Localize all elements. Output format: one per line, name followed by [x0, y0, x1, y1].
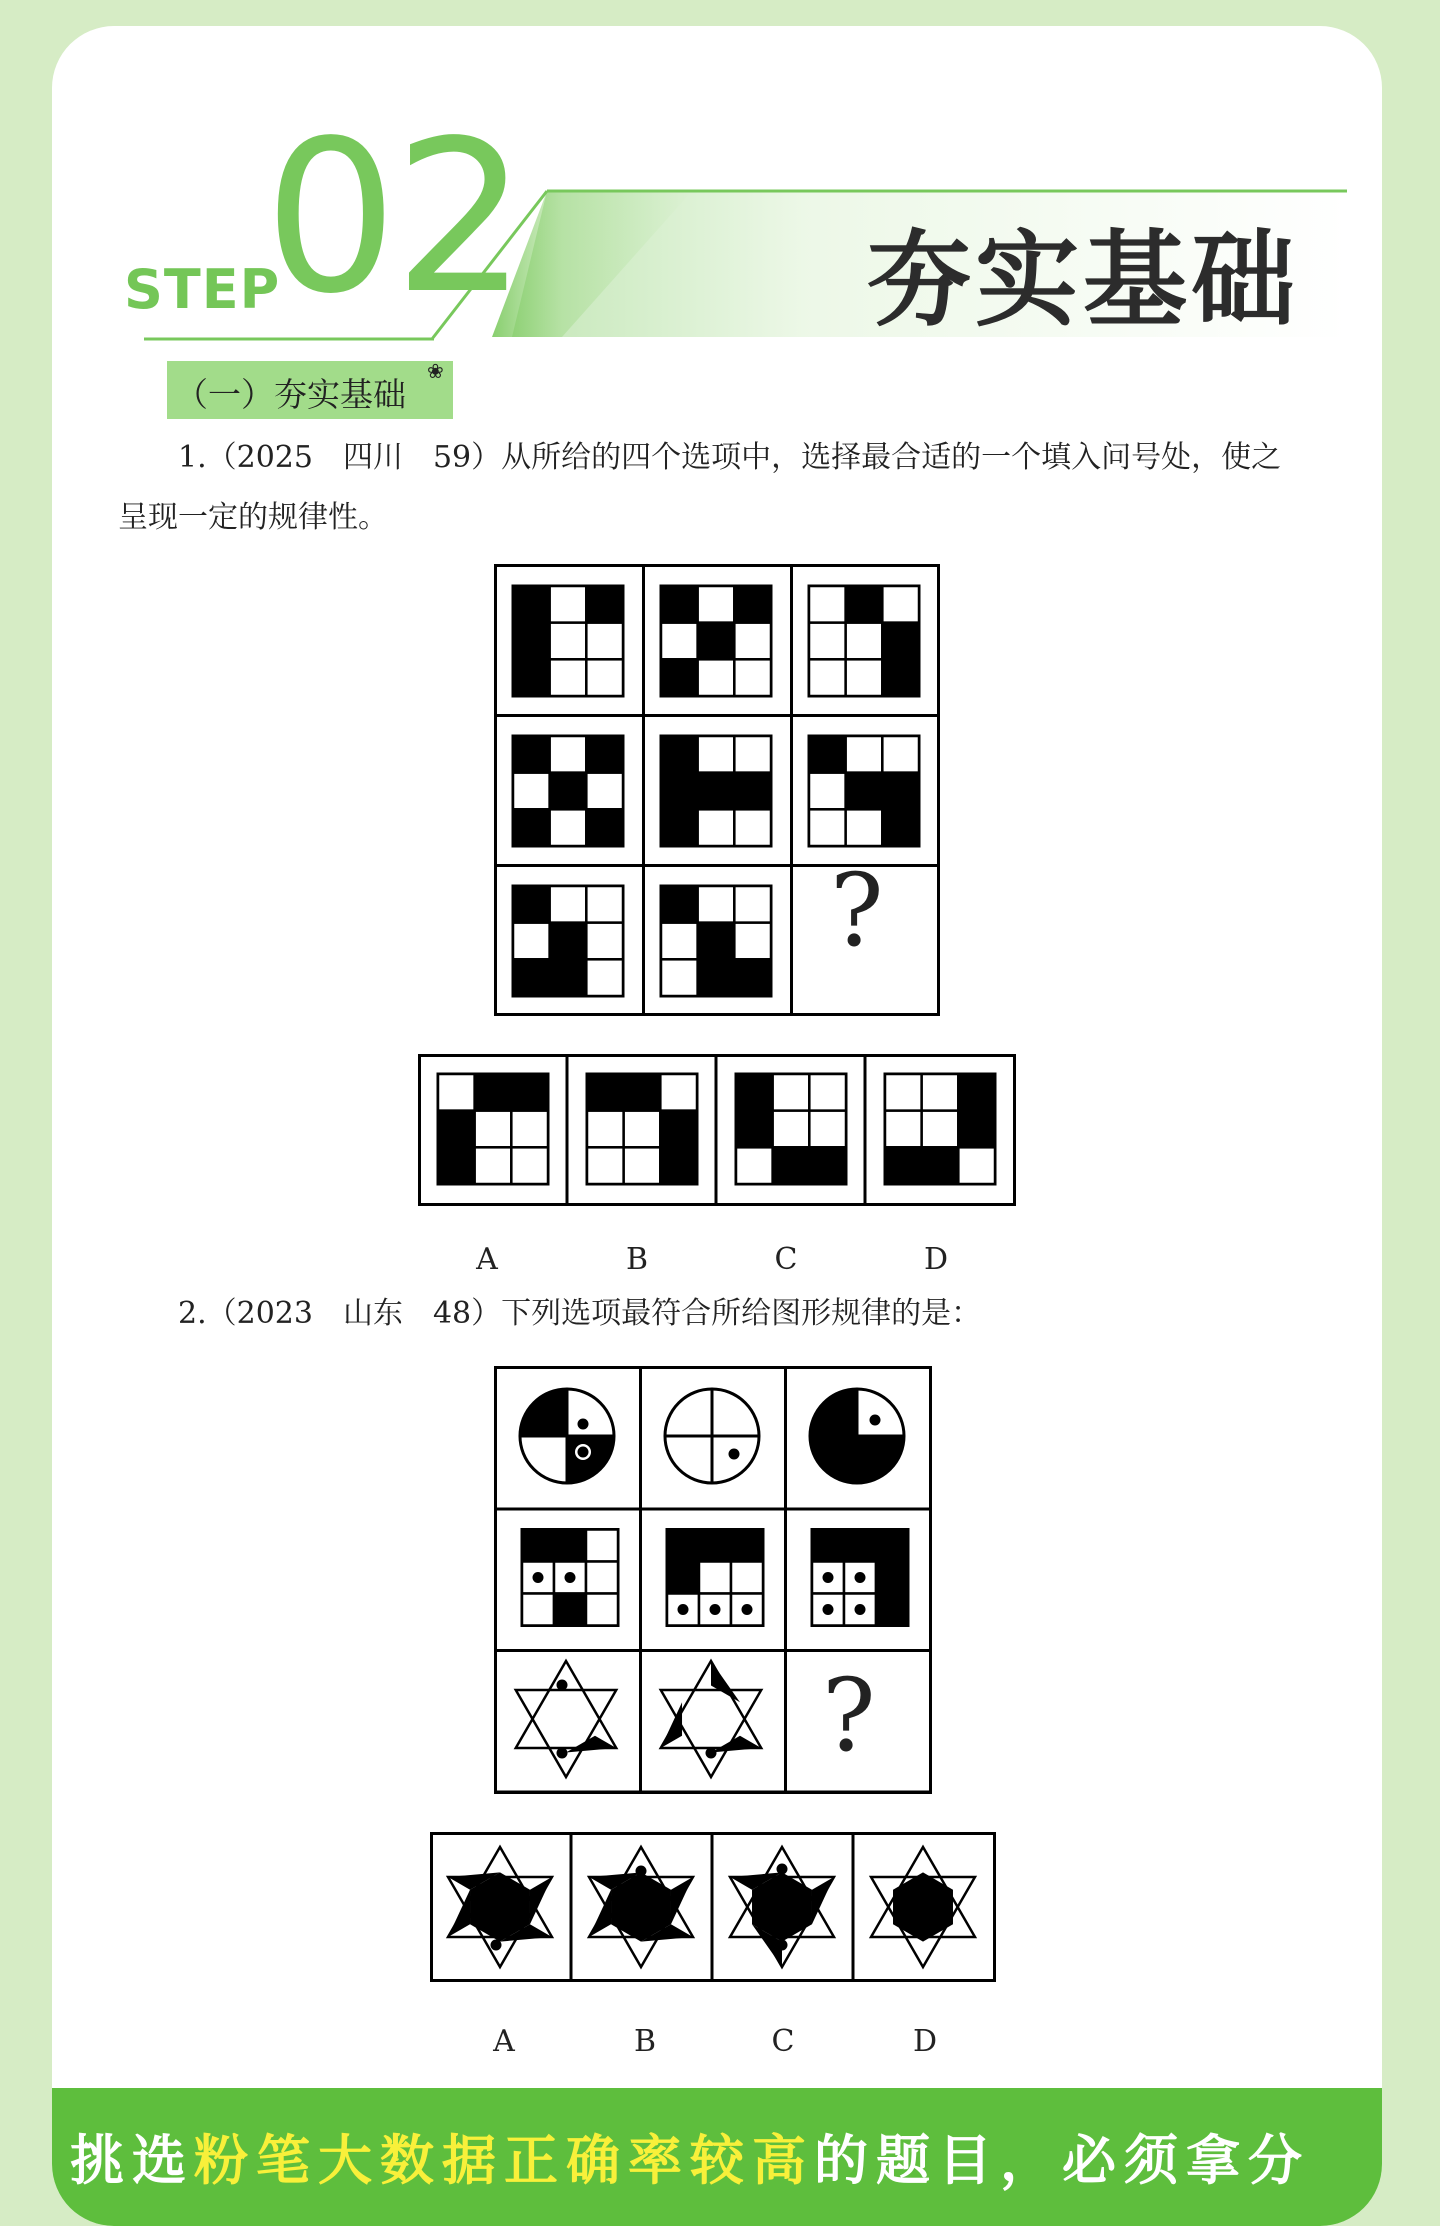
q1-option-d-cell: [958, 1074, 995, 1111]
question-1-options: [418, 1054, 1016, 1206]
q1-option-d-cell: [885, 1074, 922, 1111]
q1-figure-8-cell: [698, 886, 735, 923]
q2-square-3-cell: [876, 1594, 908, 1626]
q1-option-b-cell: [587, 1147, 624, 1184]
q1-figure-6-cell: [846, 809, 883, 846]
q1-figure-5-cell: [661, 736, 698, 773]
step-label: STEP: [124, 258, 281, 321]
q1-figure-2-cell: [698, 659, 735, 696]
q1-figure-1-cell: [586, 586, 623, 623]
q2-star-1-dot: [557, 1748, 568, 1759]
q1-option-c-cell: [809, 1111, 846, 1148]
q1-figure-1-cell: [513, 659, 550, 696]
q1-figure-7-cell: [513, 886, 550, 923]
q1-figure-4-cell: [586, 809, 623, 846]
content-card: [52, 26, 1382, 2226]
q1-option-d-cell: [922, 1111, 959, 1148]
q1-figure-6-cell: [809, 773, 846, 810]
q1-figure-6-cell: [882, 736, 919, 773]
q1-figure-4-cell: [513, 736, 550, 773]
q2-dot: [823, 1604, 834, 1615]
question-2-line-1: 2.（2023 山东 48）下列选项最符合所给图形规律的是：: [178, 1296, 982, 1331]
q1-option-b-cell: [660, 1147, 697, 1184]
q1-figure-2-cell: [734, 623, 771, 660]
q2-square-2-cell: [699, 1562, 731, 1594]
q1-figure-7-cell: [513, 923, 550, 960]
q1-option-b-cell: [660, 1074, 697, 1111]
q2-dot: [578, 1419, 589, 1430]
q1-figure-4-cell: [586, 736, 623, 773]
q1-figure-3-cell: [882, 659, 919, 696]
q2-square-3-cell: [812, 1530, 844, 1562]
q1-figure-2-cell: [661, 623, 698, 660]
q2-square-2-cell: [667, 1562, 699, 1594]
q1-figure-4-cell: [586, 773, 623, 810]
q1-figure-4-cell: [550, 809, 587, 846]
question-2-question-mark: ?: [822, 1657, 876, 1774]
section-label: [167, 361, 453, 419]
q1-option-d-cell: [885, 1147, 922, 1184]
q1-figure-2-cell: [698, 586, 735, 623]
q2-option-b-label: B: [633, 2024, 657, 2059]
q1-option-b-cell: [587, 1111, 624, 1148]
q1-option-a-cell: [511, 1147, 548, 1184]
q1-figure-1-cell: [513, 586, 550, 623]
q2-square-1-cell: [554, 1530, 586, 1562]
q1-option-d-cell: [885, 1111, 922, 1148]
q2-option-c-label: C: [771, 2024, 795, 2059]
q1-option-a-cell: [438, 1147, 475, 1184]
q1-option-d-cell: [958, 1111, 995, 1148]
q1-figure-7-cell: [513, 959, 550, 996]
q1-figure-8-cell: [661, 959, 698, 996]
q1-figure-7-cell: [586, 923, 623, 960]
q1-option-a-cell: [511, 1074, 548, 1111]
q1-figure-2-cell: [661, 586, 698, 623]
q2-option-c-star-dot: [777, 1864, 788, 1875]
q1-option-c-cell: [773, 1074, 810, 1111]
q1-option-c-label: C: [774, 1242, 798, 1277]
q1-option-a-label: A: [476, 1242, 498, 1277]
q1-option-d-cell: [958, 1147, 995, 1184]
q1-figure-7-cell: [550, 923, 587, 960]
q1-figure-5-cell: [734, 809, 771, 846]
q1-figure-1-cell: [550, 659, 587, 696]
q1-option-b-cell: [624, 1147, 661, 1184]
q1-figure-7-cell: [586, 886, 623, 923]
q1-option-a-cell: [438, 1111, 475, 1148]
q1-option-b-cell: [587, 1074, 624, 1111]
question-2-options: [430, 1832, 996, 1982]
q2-square-3-cell: [844, 1530, 876, 1562]
q1-figure-1-cell: [586, 659, 623, 696]
q1-figure-7-cell: [550, 886, 587, 923]
q1-option-b-cell: [660, 1111, 697, 1148]
q1-figure-5-cell: [698, 736, 735, 773]
q2-dot: [855, 1572, 866, 1583]
q1-figure-6-cell: [882, 773, 919, 810]
q2-option-c-star-dot: [777, 1940, 788, 1951]
q1-figure-3-cell: [882, 623, 919, 660]
q1-option-a-cell: [438, 1074, 475, 1111]
q2-dot: [823, 1572, 834, 1583]
q1-option-c-cell: [736, 1147, 773, 1184]
q2-square-2-cell: [667, 1530, 699, 1562]
q1-figure-6-cell: [846, 773, 883, 810]
q2-square-2-cell: [699, 1530, 731, 1562]
q2-dot: [578, 1447, 589, 1458]
q2-square-1-cell: [586, 1594, 618, 1626]
q1-figure-8-cell: [734, 923, 771, 960]
q2-square-1-cell: [586, 1530, 618, 1562]
q1-figure-3-cell: [846, 623, 883, 660]
q1-option-d-cell: [922, 1147, 959, 1184]
q2-square-1-cell: [554, 1594, 586, 1626]
q2-dot: [870, 1415, 881, 1426]
q2-option-d-label: D: [912, 2024, 938, 2059]
q1-option-c-cell: [809, 1074, 846, 1111]
q2-star-1-dot: [557, 1680, 568, 1691]
q1-figure-1-cell: [586, 623, 623, 660]
q1-figure-8-cell: [698, 959, 735, 996]
q1-figure-5-cell: [661, 809, 698, 846]
q1-figure-4-cell: [513, 773, 550, 810]
q2-dot: [533, 1572, 544, 1583]
q1-option-c-cell: [773, 1147, 810, 1184]
q1-figure-8-cell: [734, 959, 771, 996]
q1-figure-2-cell: [734, 586, 771, 623]
q1-figure-2-cell: [698, 623, 735, 660]
q1-figure-4-cell: [550, 773, 587, 810]
q2-star-2-dot: [706, 1748, 717, 1759]
banner-title: 夯实基础: [867, 219, 1300, 341]
footer-highlight: 粉笔大数据正确率较高: [194, 2129, 814, 2192]
q1-figure-3-cell: [809, 659, 846, 696]
q2-dot: [729, 1449, 740, 1460]
q2-dot: [710, 1604, 721, 1615]
q2-dot: [742, 1604, 753, 1615]
q1-option-b-cell: [624, 1074, 661, 1111]
q1-option-b-cell: [624, 1111, 661, 1148]
q1-figure-3-cell: [809, 623, 846, 660]
q1-figure-8-cell: [661, 886, 698, 923]
q1-option-c-cell: [736, 1074, 773, 1111]
q1-figure-5-cell: [698, 809, 735, 846]
q1-figure-1-cell: [513, 623, 550, 660]
q1-option-d-cell: [922, 1074, 959, 1111]
q1-figure-1-cell: [550, 623, 587, 660]
q1-figure-5-cell: [734, 736, 771, 773]
q1-figure-7-cell: [586, 959, 623, 996]
q1-figure-3-cell: [846, 586, 883, 623]
q2-square-3-cell: [876, 1530, 908, 1562]
q1-option-a-cell: [475, 1111, 512, 1148]
q1-option-a-cell: [511, 1111, 548, 1148]
q1-figure-5-cell: [661, 773, 698, 810]
q1-option-a-cell: [475, 1147, 512, 1184]
q1-figure-8-cell: [698, 923, 735, 960]
q1-figure-7-cell: [550, 959, 587, 996]
section-label-text: （一）夯实基础: [175, 375, 406, 414]
q1-figure-6-cell: [882, 809, 919, 846]
q1-figure-6-cell: [846, 736, 883, 773]
q1-figure-6-cell: [809, 736, 846, 773]
q2-dot: [678, 1604, 689, 1615]
q1-figure-4-cell: [513, 809, 550, 846]
q1-figure-5-cell: [734, 773, 771, 810]
footer-text: [70, 2118, 1310, 2195]
q2-dot: [565, 1572, 576, 1583]
footer-prefix: 挑选: [70, 2129, 194, 2192]
question-1-line-2: 呈现一定的规律性。: [118, 500, 388, 535]
q1-figure-4-cell: [550, 736, 587, 773]
q2-option-a-star-dot: [491, 1940, 502, 1951]
q2-square-1-cell: [522, 1594, 554, 1626]
q2-square-1-cell: [586, 1562, 618, 1594]
q2-dot: [855, 1604, 866, 1615]
q1-option-b-label: B: [625, 1242, 649, 1277]
q2-square-1-cell: [522, 1530, 554, 1562]
q1-option-d-label: D: [923, 1242, 949, 1277]
q1-figure-5-cell: [698, 773, 735, 810]
q1-option-c-cell: [736, 1111, 773, 1148]
q1-figure-2-cell: [661, 659, 698, 696]
footer-suffix: 的题目，必须拿分: [814, 2129, 1310, 2192]
question-1-line-1: 1.（2025 四川 59）从所给的四个选项中，选择最合适的一个填入问号处，使之: [178, 440, 1282, 475]
q1-figure-3-cell: [846, 659, 883, 696]
q2-option-a-label: A: [493, 2024, 515, 2059]
q2-square-2-cell: [731, 1530, 763, 1562]
q1-figure-6-cell: [809, 809, 846, 846]
q1-figure-8-cell: [661, 923, 698, 960]
q1-option-c-cell: [809, 1147, 846, 1184]
q1-option-a-cell: [475, 1074, 512, 1111]
q1-figure-3-cell: [809, 586, 846, 623]
q2-option-b-star-dot: [636, 1866, 647, 1877]
q1-figure-3-cell: [882, 586, 919, 623]
q1-figure-1-cell: [550, 586, 587, 623]
step-number: 02: [264, 95, 524, 340]
q1-figure-8-cell: [734, 886, 771, 923]
q1-option-c-cell: [773, 1111, 810, 1148]
q2-option-d-star-dot: [902, 1888, 913, 1899]
q1-figure-2-cell: [734, 659, 771, 696]
q2-square-2-cell: [731, 1562, 763, 1594]
question-1-question-mark: ?: [830, 852, 884, 969]
flower-icon: ❀: [427, 359, 444, 383]
q2-square-3-cell: [876, 1562, 908, 1594]
